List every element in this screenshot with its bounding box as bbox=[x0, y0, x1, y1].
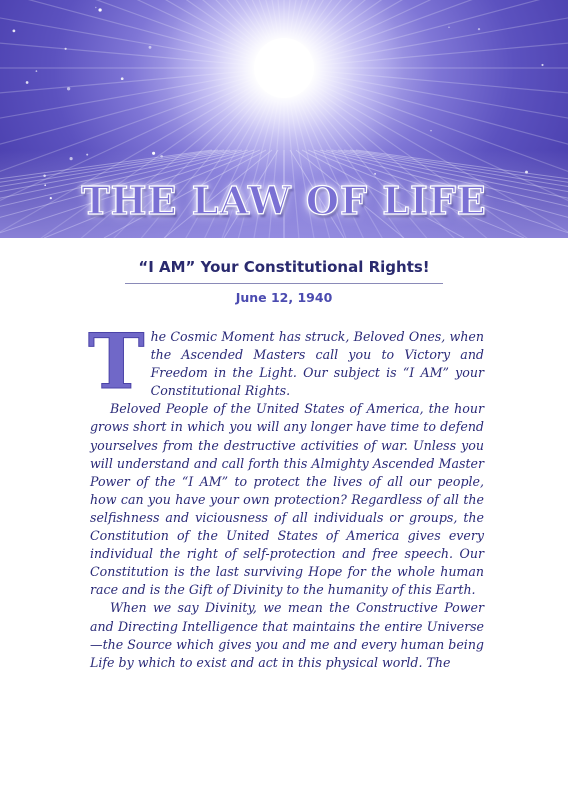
paragraph-3: When we say Divinity, we mean the Constructive Power and Directing Intelligence that maintains the entire Universe—the Source which gives you and me and every human being Life by which to exist and act in this physical world. The bbox=[90, 600, 484, 670]
chapter-date: June 12, 1940 bbox=[235, 290, 333, 305]
paragraph-1 bbox=[88, 317, 484, 406]
chapter-title: “I AM” Your Constitutional Rights! bbox=[138, 258, 430, 276]
sun-icon bbox=[254, 38, 314, 98]
book-title: THE LAW OF LIFE bbox=[81, 178, 487, 223]
title-divider bbox=[125, 283, 443, 284]
header-banner bbox=[0, 0, 568, 238]
paragraph-1-text: he Cosmic Moment has struck, Beloved Ones, when the Ascended Masters call you to Victory and Freedom in the Light. Our subject is “I AM” your Constitutional Rights. bbox=[150, 329, 484, 399]
drop-cap: T bbox=[88, 317, 145, 406]
paragraph-2: Beloved People of the United States of America, the hour grows short in which you will any longer have time to defend yourselves from the destructive activities of war. Unless you will understand and call forth this Almighty Ascended Master Power of the “I AM” to protect the lives of all our people, how can you have your own protection? Regardless of all the selfishness and viciousness of all individuals or groups, the Constitution of the United States of America gives every individual the right of self-protection and free speech. Our Constitution is the last surviving Hope for the whole human race and is the Gift of Divinity to the humanity of this Earth. bbox=[90, 401, 484, 598]
article-body bbox=[88, 317, 484, 672]
